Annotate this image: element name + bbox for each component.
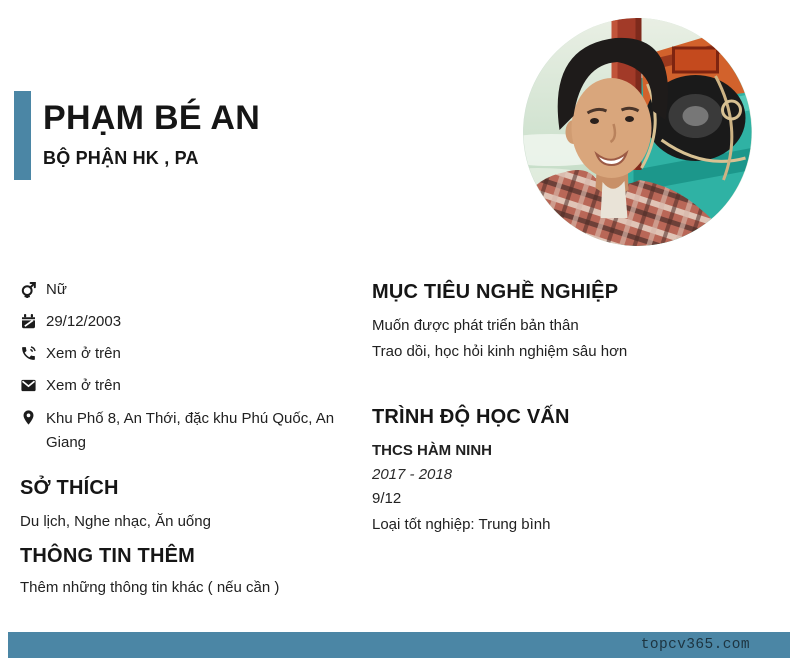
candidate-job-title: BỘ PHẬN HK , PA xyxy=(43,148,199,168)
profile-photo xyxy=(523,18,752,246)
birthday-value: 29/12/2003 xyxy=(46,313,122,330)
contact-info xyxy=(20,279,355,466)
email-icon xyxy=(20,377,37,394)
profile-photo-illustration xyxy=(523,18,752,246)
education-classification: Loại tốt nghiệp: Trung bình xyxy=(372,516,551,533)
footer-bar xyxy=(8,632,790,658)
gender-value: Nữ xyxy=(46,281,67,298)
location-icon xyxy=(20,409,37,426)
gender-icon xyxy=(20,281,37,298)
hobbies-heading: SỞ THÍCH xyxy=(20,477,119,499)
calendar-icon xyxy=(20,313,37,330)
education-period: 2017 - 2018 xyxy=(372,466,453,483)
watermark-text: topcv365.com xyxy=(640,637,750,653)
hobbies-body: Du lịch, Nghe nhạc, Ăn uống xyxy=(20,513,211,530)
contact-row-phone xyxy=(20,343,355,364)
additional-info-body: Thêm những thông tin khác ( nếu cần ) xyxy=(20,579,280,596)
objective-heading: MỤC TIÊU NGHỀ NGHIỆP xyxy=(372,281,619,303)
candidate-name: PHẠM BÉ AN xyxy=(43,99,261,137)
education-grade: 9/12 xyxy=(372,490,402,507)
objective-line: Muốn được phát triển bản thân xyxy=(372,317,579,334)
contact-row-birthday xyxy=(20,311,355,332)
objective-line: Trao dồi, học hỏi kinh nghiệm sâu hơn xyxy=(372,343,628,360)
contact-row-email xyxy=(20,375,355,396)
additional-info-heading: THÔNG TIN THÊM xyxy=(20,545,196,567)
phone-value: Xem ở trên xyxy=(46,345,121,362)
education-school: THCS HÀM NINH xyxy=(372,442,492,459)
contact-row-gender xyxy=(20,279,355,300)
education-heading: TRÌNH ĐỘ HỌC VẤN xyxy=(372,406,570,428)
address-value: Khu Phố 8, An Thới, đặc khu Phú Quốc, An Giang xyxy=(46,410,335,451)
phone-icon xyxy=(20,345,37,362)
accent-bar xyxy=(14,91,31,180)
email-value: Xem ở trên xyxy=(46,377,121,394)
contact-row-address xyxy=(20,407,355,455)
